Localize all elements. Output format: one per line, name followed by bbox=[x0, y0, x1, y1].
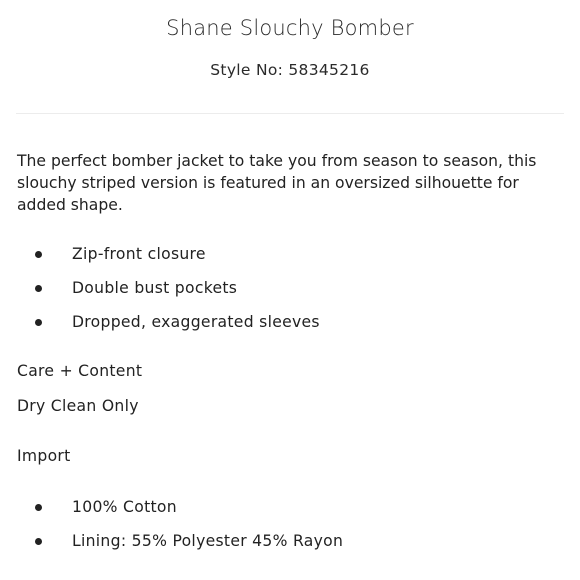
feature-text: Zip-front closure bbox=[72, 245, 206, 263]
bullet-icon bbox=[35, 251, 42, 258]
care-instructions: Dry Clean Only bbox=[17, 397, 139, 415]
product-title: Shane Slouchy Bomber bbox=[166, 16, 414, 40]
feature-text: Double bust pockets bbox=[72, 279, 238, 297]
care-heading: Care + Content bbox=[17, 362, 143, 380]
bullet-icon bbox=[35, 285, 42, 292]
material-text: Lining: 55% Polyester 45% Rayon bbox=[72, 532, 344, 550]
bullet-icon bbox=[35, 538, 42, 545]
feature-text: Dropped, exaggerated sleeves bbox=[72, 313, 320, 331]
product-description: The perfect bomber jacket to take you from season to season, this slouchy striped version is featured in an oversized silhouette for added shape. bbox=[17, 152, 537, 214]
bullet-icon bbox=[35, 319, 42, 326]
import-label: Import bbox=[17, 447, 71, 465]
divider bbox=[16, 113, 564, 114]
bullet-icon bbox=[35, 504, 42, 511]
material-text: 100% Cotton bbox=[72, 498, 177, 516]
style-number: Style No: 58345216 bbox=[210, 61, 370, 79]
